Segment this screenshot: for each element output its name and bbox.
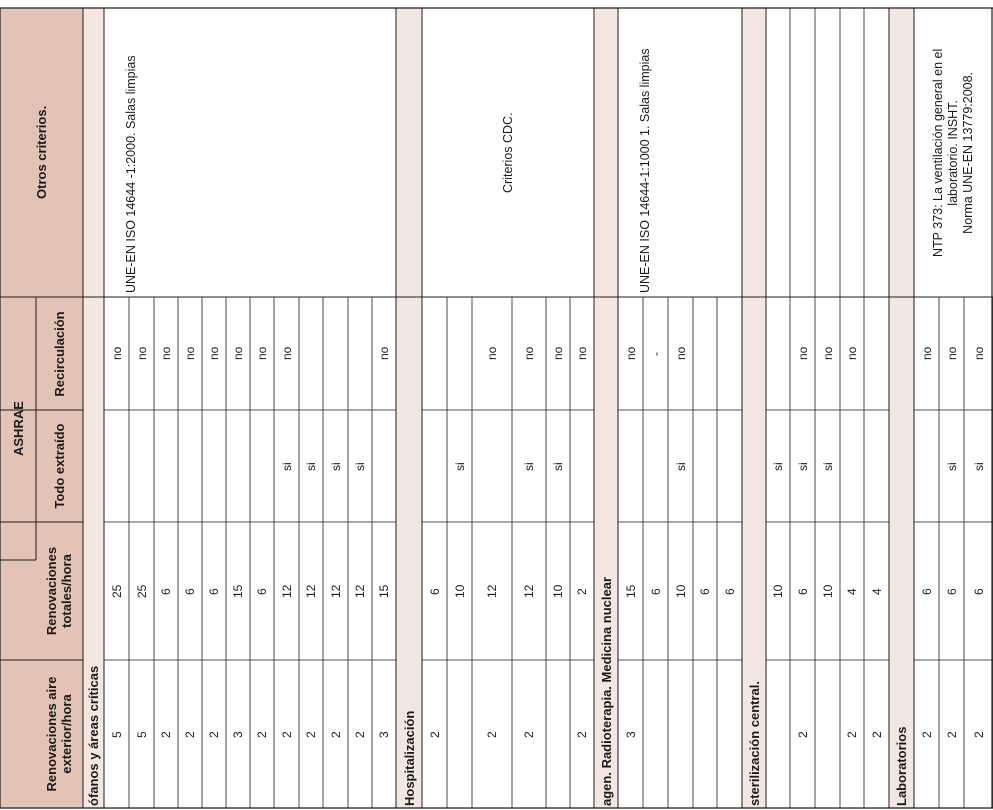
section-title: Hospitalización — [401, 710, 417, 806]
table-cell-totales: 6 — [795, 587, 810, 595]
table-cell-totales: 25 — [134, 584, 149, 598]
table-cell-totales: 6 — [919, 587, 934, 595]
table-cell-extraido: si — [304, 461, 318, 471]
table-cell-recirculacion: no — [134, 346, 149, 360]
table-cell-exterior: 2 — [575, 730, 589, 738]
table-cell-recirculacion: no — [820, 346, 835, 360]
header-todo-extraido: Todo extraído — [51, 423, 67, 509]
table-cell-totales: 12 — [279, 584, 294, 598]
table-cell-totales: 6 — [255, 587, 269, 595]
table-cell-recirculacion: no — [159, 346, 173, 360]
other-criteria-line: UNE-EN ISO 14644-1:1000 1. Salas limpias — [638, 48, 652, 293]
other-criteria-line: laboratorio. INSHT. — [946, 99, 960, 206]
other-criteria-note — [931, 48, 976, 256]
header-recirculacion: Recirculación — [51, 310, 67, 397]
table-cell-totales: 6 — [722, 587, 737, 595]
table-cell-exterior: 5 — [134, 730, 149, 738]
table-cell-extraido: si — [452, 461, 467, 471]
table-cell-extraido: si — [353, 461, 367, 471]
table-cell-totales: 15 — [231, 584, 245, 598]
table-cell-recirculacion: no — [673, 346, 688, 360]
table-cell-exterior: 2 — [207, 730, 221, 738]
table-cell-exterior: 2 — [485, 730, 499, 738]
table-cell-exterior: 2 — [255, 730, 269, 738]
table-cell-recirculacion: no — [623, 346, 638, 360]
table-cell-totales: 2 — [575, 587, 589, 595]
table-cell-exterior: 2 — [919, 730, 934, 738]
header-otros-criterios: Otros criterios. — [33, 105, 49, 199]
table-cell-totales: 6 — [944, 587, 959, 595]
table-cell-extraido: si — [551, 461, 565, 471]
table-cell-recirculacion: no — [944, 346, 959, 360]
table-cell-recirculacion: no — [109, 346, 124, 360]
section-title: agen. Radioterapia. Medicina nuclear — [598, 576, 614, 806]
table-cell-exterior: 2 — [159, 730, 173, 738]
table-cell-recirculacion: no — [377, 346, 391, 360]
table-cell-recirculacion: no — [575, 346, 589, 360]
table-cell-totales: 10 — [771, 584, 785, 598]
table-cell-exterior: 3 — [623, 730, 638, 738]
table-cell-recirculacion: no — [845, 346, 859, 360]
table-cell-recirculacion: no — [551, 346, 565, 360]
table-cell-recirculacion: no — [207, 346, 221, 360]
table-cell-recirculacion: no — [279, 346, 294, 360]
table-cell-totales: 12 — [328, 584, 343, 598]
table-cell-recirculacion: no — [795, 346, 810, 360]
table-cell-recirculacion: no — [971, 346, 986, 360]
table-cell-totales: 10 — [452, 584, 467, 598]
table-cell-extraido: si — [673, 461, 688, 471]
table-cell-totales: 10 — [820, 584, 835, 598]
table-cell-totales: 4 — [869, 587, 884, 595]
table-cell-recirculacion: no — [919, 346, 934, 360]
table-cell-exterior: 2 — [427, 730, 442, 738]
table-cell-totales: 10 — [551, 584, 565, 598]
table-cell-exterior: 2 — [522, 730, 536, 738]
section-bar-background — [889, 8, 914, 808]
table-cell-extraido: si — [771, 461, 785, 471]
table-cell-recirculacion: no — [183, 346, 197, 360]
table-cell-extraido: si — [522, 461, 536, 471]
table-cell-exterior: 2 — [183, 730, 197, 738]
table-cell-exterior: 2 — [279, 730, 294, 738]
table-cell-exterior: 2 — [304, 730, 318, 738]
other-criteria-note — [124, 55, 139, 293]
section-title: sterilización central. — [746, 681, 762, 806]
section-title: Laboratorios — [894, 726, 909, 806]
header-renovaciones-totales: Renovaciones totales/hora — [44, 546, 74, 636]
table-cell-exterior: 2 — [971, 730, 986, 738]
table-cell-recirculacion: - — [648, 351, 663, 356]
table-cell-totales: 6 — [207, 587, 221, 595]
table-cell-exterior: 2 — [869, 730, 884, 738]
header-renovaciones-aire-exterior: Renovaciones aire exterior/hora — [44, 676, 74, 792]
table-cell-totales: 6 — [159, 587, 173, 595]
table-cell-totales: 6 — [183, 587, 197, 595]
table-cell-totales: 15 — [623, 584, 638, 598]
table-cell-exterior: 3 — [231, 730, 245, 738]
header-ashrae: ASHRAE — [10, 401, 26, 456]
table-cell-exterior: 2 — [845, 730, 859, 738]
table-cell-exterior: 5 — [109, 730, 124, 738]
section-bar-background — [396, 8, 422, 808]
table-cell-totales: 6 — [698, 587, 712, 595]
table-cell-totales: 12 — [522, 584, 536, 598]
table-cell-extraido: si — [820, 461, 835, 471]
other-criteria-line: Norma UNE-EN 13779:2008. — [961, 71, 975, 234]
table-cell-totales: 12 — [304, 584, 318, 598]
table-cell-exterior: 2 — [944, 730, 959, 738]
table-cell-extraido: si — [971, 461, 986, 471]
table-cell-totales: 6 — [648, 587, 663, 595]
table-cell-extraido: si — [944, 461, 959, 471]
table-cell-extraido: si — [328, 461, 343, 471]
other-criteria-line: Criterios CDC. — [500, 112, 515, 193]
table-cell-exterior: 2 — [795, 730, 810, 738]
table-cell-recirculacion: no — [522, 346, 536, 360]
table-cell-exterior: 3 — [377, 730, 391, 738]
table-cell-totales: 6 — [427, 587, 442, 595]
other-criteria-note — [638, 48, 653, 293]
other-criteria-line: NTP 373: La ventilación general en el — [931, 48, 945, 257]
other-criteria-line: UNE-EN ISO 14644 -1:2000. Salas limpias — [124, 55, 138, 293]
table-cell-totales: 10 — [673, 584, 688, 598]
table-cell-recirculacion: no — [231, 346, 245, 360]
table-cell-totales: 25 — [109, 584, 124, 598]
table-cell-extraido: si — [279, 461, 294, 471]
table-cell-totales: 6 — [971, 587, 986, 595]
table-cell-exterior: 2 — [328, 730, 343, 738]
table-cell-recirculacion: no — [485, 346, 499, 360]
section-title: ófanos y áreas críticas — [86, 665, 101, 806]
table-cell-totales: 4 — [845, 587, 859, 595]
table-cell-totales: 12 — [485, 584, 499, 598]
other-criteria-note — [501, 112, 516, 193]
table-cell-recirculacion: no — [255, 346, 269, 360]
table-cell-totales: 15 — [377, 584, 391, 598]
table-cell-extraido: si — [795, 461, 810, 471]
table-cell-exterior: 2 — [353, 730, 367, 738]
table-cell-totales: 12 — [353, 584, 367, 598]
